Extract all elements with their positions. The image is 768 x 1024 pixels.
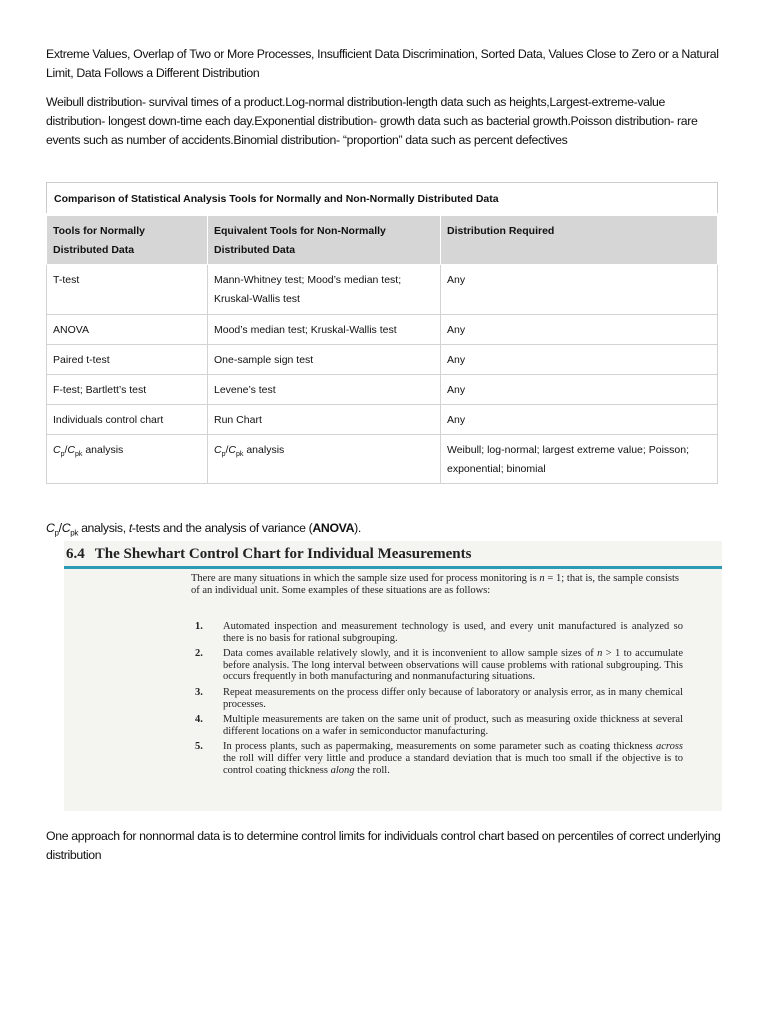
tests-line: $C_p/C_{pk}$ analysis, t-tests and the analysis of variance (ANOVA). — [46, 521, 361, 538]
table-cell: ANOVA — [47, 315, 208, 345]
table-caption: Comparison of Statistical Analysis Tools for Normally and Non-Normally Distributed Data — [47, 183, 718, 215]
table-row — [47, 435, 718, 484]
closing-paragraph: One approach for nonnormal data is to determine control limits for individuals control chart based on percentiles of correct underlying distribution — [46, 829, 721, 862]
list-item: 5. In process plants, such as papermaking, measurements on some parameter such as coating thickness across the roll will differ very little and produce a standard deviation that is much too small if the objective is to control coating thickness along the roll. — [195, 741, 683, 776]
table-cell: Levene’s test — [208, 375, 441, 405]
table-cell: Any — [441, 265, 718, 315]
table-row — [47, 405, 718, 435]
book-list — [195, 621, 683, 780]
table-cell: One-sample sign test — [208, 345, 441, 375]
table-cell: Weibull; log-normal; largest extreme value; Poisson; exponential; binomial — [441, 435, 718, 484]
comparison-table — [46, 182, 718, 484]
table-row — [47, 345, 718, 375]
table-header-row — [47, 215, 718, 265]
table-cell-cp: $C_p/C_{pk}$ analysis — [47, 435, 208, 484]
table-cell: Any — [441, 405, 718, 435]
table-row — [47, 315, 718, 345]
table-cell: Individuals control chart — [47, 405, 208, 435]
list-item: 1. Automated inspection and measurement technology is used, and every unit manufactured is analyzed so there is no basis for rational subgrouping. — [195, 621, 683, 644]
table-cell: Paired t-test — [47, 345, 208, 375]
table-cell: F-test; Bartlett’s test — [47, 375, 208, 405]
table-row — [47, 375, 718, 405]
table-cell: T-test — [47, 265, 208, 315]
header-distribution-required: Distribution Required — [441, 215, 718, 265]
table-cell-cp-equivalent: $C_p/C_{pk}$ analysis — [208, 435, 441, 484]
intro-paragraph: Extreme Values, Overlap of Two or More Processes, Insufficient Data Discrimination, Sorted Data, Values Close to Zero or a Natural Limit, Data Follows a Different Distribution — [46, 47, 719, 80]
list-item: 3. Repeat measurements on the process differ only because of laboratory or analysis error, as in many chemical processes. — [195, 686, 683, 710]
header-nonnormal-tools: Equivalent Tools for Non-Normally Distributed Data — [208, 215, 441, 265]
book-intro: There are many situations in which the sample size used for process monitoring is n = 1; that is, the sample consists of an individual unit. Some examples of these situations are as follows: — [191, 573, 679, 596]
header-normal-tools: Tools for Normally Distributed Data — [47, 215, 208, 265]
table-cell: Any — [441, 315, 718, 345]
list-item: 4. Multiple measurements are taken on the same unit of product, such as measuring oxide thickness at several different locations on a wafer in semiconductor manufacturing. — [195, 714, 683, 737]
table-cell: Any — [441, 345, 718, 375]
table-cell: Run Chart — [208, 405, 441, 435]
book-excerpt — [64, 541, 722, 811]
distributions-paragraph: Weibull distribution- survival times of a product.Log-normal distribution-length data such as heights,Largest-extreme-value distribution- longest down-time each day.Exponential distribution- growth data such as bacterial growth.Poisson distribution- rare events such as number of accidents.Binomial distribution- “proportion” data such as percent defectives — [46, 95, 698, 147]
heading-rule — [64, 566, 722, 569]
table-cell: Mood’s median test; Kruskal-Wallis test — [208, 315, 441, 345]
table-cell: Mann-Whitney test; Mood’s median test; Kruskal-Wallis test — [208, 265, 441, 315]
list-item: 2. Data comes available relatively slowly, and it is inconvenient to allow sample sizes of n > 1 to accumulate before analysis. The long interval between observations will cause problems with rational subgrouping. This occurs frequently in both manufacturing and nonmanufacturing situations. — [195, 648, 683, 683]
table-row — [47, 265, 718, 315]
section-heading: 6.4 The Shewhart Control Chart for Individual Measurements — [66, 546, 472, 562]
table-cell: Any — [441, 375, 718, 405]
